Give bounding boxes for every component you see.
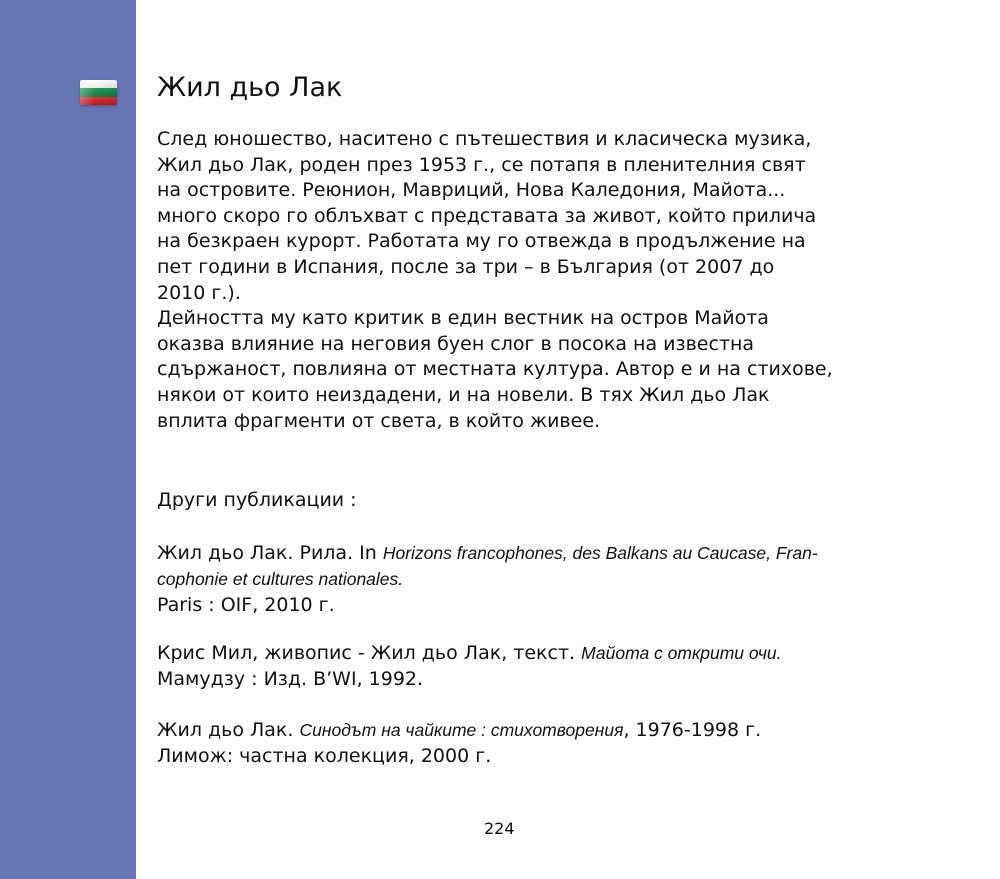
- publication-2-prefix: Крис Мил, живопис - Жил дьо Лак, текст.: [157, 642, 582, 664]
- publication-3-title: Синодът на чайките : стихотворения: [299, 720, 624, 740]
- publication-1-title-cont: cophonie et cultures nationales.: [157, 569, 404, 589]
- publication-1-imprint: Paris : OIF, 2010 г.: [157, 594, 335, 616]
- publications-heading: Други публикации :: [157, 489, 357, 511]
- publication-1-prefix: Жил дьо Лак. Рила. In: [157, 542, 383, 564]
- bulgaria-flag-icon: [80, 80, 117, 105]
- publication-2-title: Майота с открити очи.: [581, 643, 782, 663]
- biography: [157, 127, 877, 434]
- publication-1-title: Horizons francophones, des Balkans au Caucase, Fran-: [382, 543, 818, 563]
- publication-2: [157, 640, 877, 692]
- biography-paragraph-2: Дейността му като критик в един вестник на остров Майота оказва влияние на неговия буен слог в посока на известна сдържаност, повлияна от местната култура. Автор е и на стихове, някои от които неиздадени, и на новели. В тях Жил дьо Лак вплита фрагменти от света, в който живее.: [157, 307, 833, 432]
- publication-3-suffix: , 1976-1998 г.: [623, 719, 762, 741]
- publication-2-imprint: Мамудзу : Изд. B’WI, 1992.: [157, 668, 424, 690]
- publication-3-prefix: Жил дьо Лак.: [157, 719, 300, 741]
- publication-3-imprint: Лимож: частна колекция, 2000 г.: [157, 745, 492, 767]
- page-number: 224: [484, 819, 515, 838]
- publication-1: [157, 540, 877, 618]
- page-title: Жил дьо Лак: [157, 72, 343, 103]
- publication-3: [157, 717, 877, 769]
- biography-paragraph-1: След юношество, наситено с пътешествия и класическа музика, Жил дьо Лак, роден през 1953 г., се потапя в пленителния свят на островите. Реюнион, Мавриций, Нова Каледония, Майота... много скоро го облъхват с представата за живот, който прилича на безкраен курорт. Работата му го отвежда в продължение на пет години в Испания, после за три – в България (от 2007 до 2010 г.).: [157, 128, 817, 304]
- sidebar: [0, 0, 136, 879]
